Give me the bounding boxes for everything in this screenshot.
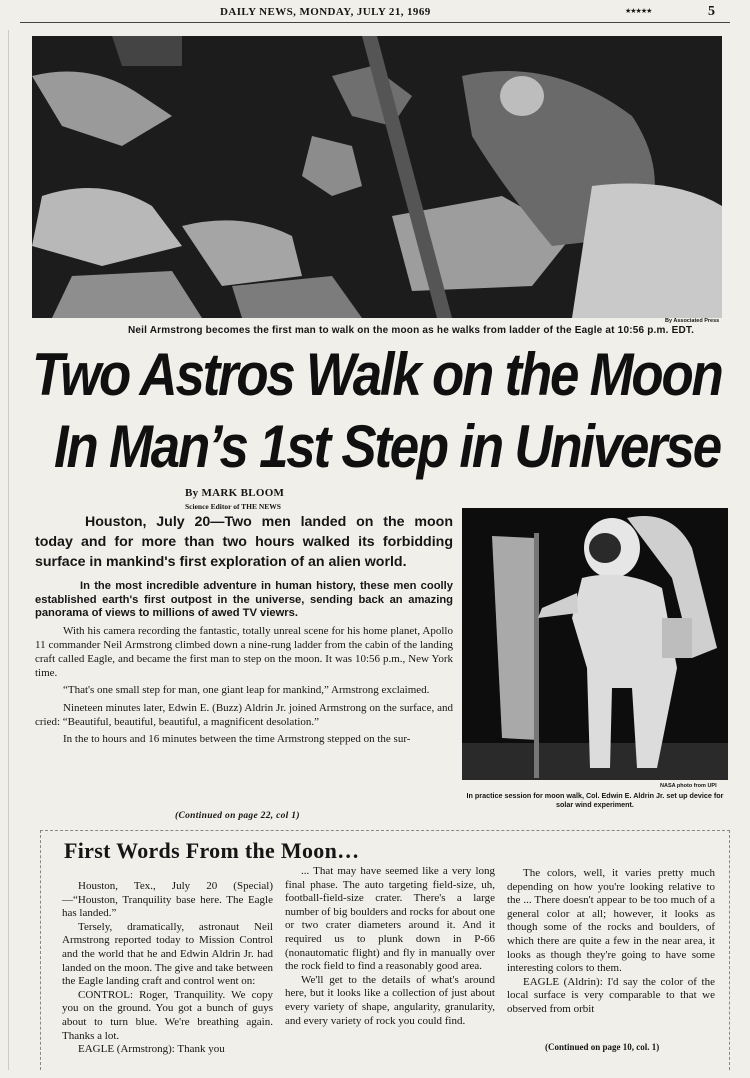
photo-caption: Neil Armstrong becomes the first man to walk on the moon as he walks from ladder of the Eagle at 10:56 p.m. EDT. [128, 325, 695, 336]
masthead-rule [20, 22, 730, 23]
masthead [0, 6, 750, 22]
box-paragraph: The colors, well, it varies pretty much depending on how you're looking relative to the ... There doesn't appear to be too much of a general color at all; however, it looks as though some of the rocks and boulders, of which there are quite a few in the near area, it looks as though they're going to have some interesting colors to them. [507, 867, 715, 975]
edition-stars: ★★★★★ [625, 7, 652, 15]
photo-credit: By Associated Press [665, 318, 720, 324]
box-paragraph: CONTROL: Roger, Tranquility. We copy you on the ground. You got a bunch of guys about to turn blue. We're breathing again. Thanks a lot. [62, 988, 273, 1042]
box-paragraph: EAGLE (Aldrin): I'd say the color of the local surface is very comparable to that we observed from orbit [507, 975, 715, 1015]
article-paragraph: With his camera recording the fantastic, totally unreal scene for his home planet, Apollo 11 commander Neil Armstrong climbed down a nine-rung ladder from the cabin of the landing craft called Eagle, and became the first man to step on the moon. It was 10:56 p.m., New York time. [35, 624, 453, 680]
photo-caption: In practice session for moon walk, Col. Edwin E. Aldrin Jr. set up device for solar wind experiment. [466, 791, 724, 809]
aldrin-practice-photo [462, 508, 728, 780]
article-body [35, 624, 453, 747]
page-edge [8, 30, 9, 1070]
box-column-3 [507, 867, 715, 1017]
box-jump-line: (Continued on page 10, col. 1) [545, 1042, 660, 1052]
masthead-dateline: DAILY NEWS, MONDAY, JULY 21, 1969 [220, 6, 431, 18]
byline-title: Science Editor of THE NEWS [185, 502, 281, 511]
headline-line-2: In Man’s 1st Step in Universe [54, 413, 720, 480]
byline: By MARK BLOOM [185, 487, 285, 499]
article-deck: In the most incredible adventure in human history, these men coolly established earth's first outpost in the universe, sending back an amazing panorama of views to millions of awed TV viewrs. [35, 580, 453, 619]
box-paragraph: Houston, Tex., July 20 (Special)—“Houston, Tranquility base here. The Eagle has landed.” [62, 880, 273, 920]
article-paragraph: In the to hours and 16 minutes between the time Armstrong stepped on the sur- [63, 732, 411, 745]
box-title: First Words From the Moon… [64, 838, 360, 863]
box-column-2 [285, 865, 495, 1028]
box-column-1 [62, 880, 273, 1057]
box-paragraph: Tersely, dramatically, astronaut Neil Armstrong reported today to Mission Control and the world that he and Edwin Aldrin Jr. had landed on the moon. The give and take between the Eagle landing craft and control went on: [62, 920, 273, 988]
main-article [35, 512, 453, 746]
article-jump-line: (Continued on page 22, col 1) [175, 811, 300, 821]
headline-line-1: Two Astros Walk on the Moon [32, 341, 722, 408]
photo-credit: NASA photo from UPI [660, 783, 717, 789]
article-paragraph: Nineteen minutes later, Edwin E. (Buzz) Aldrin Jr. joined Armstrong on the surface, and cried: “Beautiful, beautiful, beautiful, a magnificent desolation.” [35, 701, 453, 728]
article-paragraph: “That's one small step for man, one giant leap for mankind,” Armstrong exclaimed. [63, 684, 430, 697]
box-paragraph: We'll get to the details of what's around here, but it looks like a collection of just about every variety of shape, angularity, granularity, and every variety of rock you could find. [285, 973, 495, 1027]
page-number: 5 [708, 4, 715, 19]
moon-walk-photo [32, 36, 722, 318]
box-paragraph: ... That may have seemed like a very long final phase. The auto targeting field-size, uh, football-field-size crater. There's a large number of big boulders and rocks for about one or two crater diameters around it. And it required us to plunk down in P-66 (nonautomatic flight) and fly in manually over the rock field to find a reasonably good area. [285, 865, 495, 973]
box-paragraph: EAGLE (Armstrong): Thank you [78, 1043, 225, 1056]
article-lede: Houston, July 20—Two men landed on the moon today and for more than two hours walked its forbidding surface in mankind's first exploration of an alien world. [35, 514, 453, 570]
